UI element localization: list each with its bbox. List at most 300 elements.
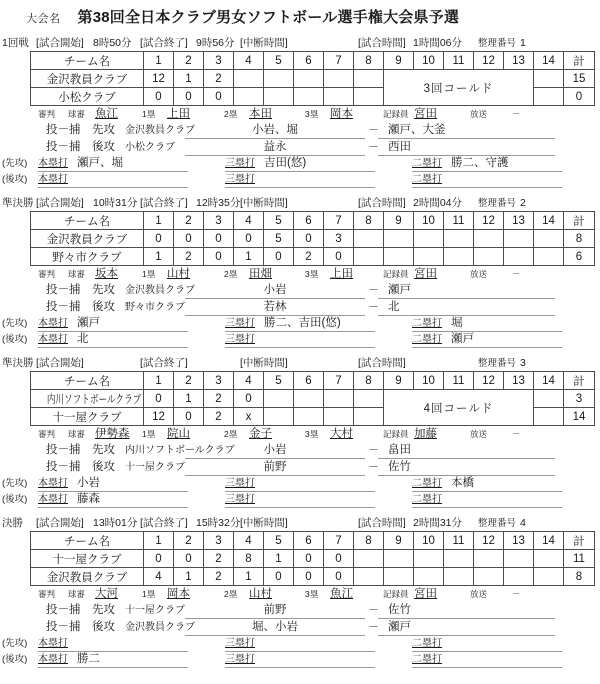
double-group-label: 二塁打 [412,478,442,489]
inning-score-cell: 0 [294,550,324,568]
inning-score-cell: 3 [324,230,354,248]
base1-label: 1塁 [142,269,156,279]
inning-score-cell: 1 [174,568,204,586]
inning-score-cell [324,390,354,408]
catcher-field: 北 [378,299,555,316]
battery-label: 投－捕 [46,284,81,296]
inning-score-cell: 0 [324,550,354,568]
inning-score-cell: 2 [204,70,234,88]
catcher-field: 佐竹 [378,459,555,476]
inning-score-cell: 0 [174,230,204,248]
inning-score-cell: 1 [234,568,264,586]
break-time-label: [中断時間] [240,197,288,209]
scorer-name: 宮田 [414,108,437,120]
inning-score-cell: 1 [264,550,294,568]
catcher-field: 瀬戸 [378,619,555,636]
inning-score-cell [264,70,294,88]
battery-dash: － [368,604,379,616]
break-time-label: [中断時間] [240,357,288,369]
total-header: 計 [564,372,595,390]
team-total-cell: 11 [564,550,595,568]
battery-dash: － [368,141,379,153]
base2-label: 2塁 [224,589,238,599]
inning-score-cell: 0 [204,248,234,266]
inning-header-2: 2 [174,52,204,70]
inning-score-cell [234,88,264,106]
team-name-text: 金沢教員クラブ [46,73,128,86]
base1-label: 1塁 [142,589,156,599]
inning-header-8: 8 [354,212,384,230]
scorer-name: 加藤 [414,428,437,440]
team-name-text: 十一屋クラブ [52,411,122,424]
umpire-label: 審判 [38,269,56,279]
team-total-cell: 14 [564,408,595,426]
double-group-label: 二塁打 [412,638,442,649]
inning-header-2: 2 [174,212,204,230]
game-block [0,196,600,348]
base2-label: 2塁 [224,269,238,279]
triple-group [225,476,375,492]
hits-side-label: (後攻) [2,654,28,665]
scorer-label: 記録員 [383,109,409,119]
pitcher-field: 若林 [185,299,365,316]
inning-score-cell: 0 [144,88,174,106]
inning-score-cell: 12 [144,408,174,426]
team-name-cell [31,568,144,586]
homerun-group [38,476,188,492]
round-label: 決勝 [2,517,23,529]
battery-row [0,139,600,156]
pitcher-field: 前野 [185,459,365,476]
end-time-value: 15時32分 [196,517,241,529]
inning-score-cell [474,550,504,568]
inning-header-12: 12 [474,372,504,390]
inning-score-cell [354,568,384,586]
score-table [30,51,595,106]
inning-score-cell [354,550,384,568]
triple-group [225,316,375,332]
triple-group [225,492,375,508]
entry-number-label: 整理番号 [478,198,517,209]
team-name-cell [31,390,144,408]
inning-header-1: 1 [144,212,174,230]
inning-header-1: 1 [144,372,174,390]
inning-header-14: 14 [534,372,564,390]
team-name-text: 金沢教員クラブ [46,233,128,246]
team-total-cell: 0 [564,88,595,106]
inning-header-9: 9 [384,52,414,70]
double-group [412,332,562,348]
batting-side-label: 先攻 [92,284,115,296]
team-name-text: 野々市クラブ [52,251,122,264]
triple-group-value: 吉田(悠) [264,157,307,169]
inning-header-3: 3 [204,372,234,390]
scorer-name: 宮田 [414,588,437,600]
homerun-group [38,172,188,188]
inning-score-cell [444,248,474,266]
inning-header-9: 9 [384,212,414,230]
battery-team-name: 十一屋クラブ [125,462,185,473]
double-group-label: 二塁打 [412,318,442,329]
duration-label: [試合時間] [358,197,406,209]
team-name-cell [31,88,144,106]
battery-label: 投－捕 [46,301,81,313]
battery-dash: － [368,444,379,456]
inning-score-cell [384,248,414,266]
inning-header-5: 5 [264,532,294,550]
battery-label: 投－捕 [46,124,81,136]
scorer-label: 記録員 [383,429,409,439]
team-total-cell: 3 [564,390,595,408]
entry-number-label: 整理番号 [478,358,517,369]
batting-side-label: 後攻 [92,621,115,633]
base1-umpire-name: 院山 [167,428,190,440]
inning-header-13: 13 [504,372,534,390]
inning-header-1: 1 [144,532,174,550]
homerun-group-label: 本塁打 [38,174,68,185]
inning-header-5: 5 [264,372,294,390]
battery-dash: － [368,124,379,136]
homerun-group-label: 本塁打 [38,494,68,505]
inning-header-2: 2 [174,532,204,550]
triple-group-label: 三塁打 [225,318,255,329]
battery-row [0,122,600,139]
hits-row [0,492,600,508]
inning-header-4: 4 [234,532,264,550]
triple-group [225,156,375,172]
inning-score-cell: 2 [204,550,234,568]
homerun-group-value: 小岩 [77,477,100,489]
game-meta-row [0,356,600,371]
page-title [0,0,600,36]
entry-number-value: 3 [520,357,526,369]
inning-score-cell: 0 [264,568,294,586]
pitcher-field: 前野 [185,602,365,619]
double-group [412,652,562,668]
inning-score-cell: 1 [234,248,264,266]
hits-row [0,156,600,172]
inning-header-5: 5 [264,52,294,70]
pitcher-field: 小岩 [185,442,365,459]
cold-game-note: 3回コールド [384,70,534,106]
inning-score-cell: 1 [144,248,174,266]
battery-label: 投－捕 [46,141,81,153]
base3-umpire-name: 岡本 [330,108,353,120]
pitcher-field: 小岩、堀 [185,122,365,139]
start-time-label: [試合開始] [36,517,84,529]
broadcast-label: 放送 [470,109,488,119]
inning-header-11: 11 [444,212,474,230]
hits-row [0,172,600,188]
inning-header-6: 6 [294,372,324,390]
plate-umpire-name: 魚江 [95,108,118,120]
double-group-value: 瀬戸 [451,333,474,345]
inning-score-cell: 0 [234,230,264,248]
homerun-group-value: 勝二 [77,653,100,665]
team-name-text: 金沢教員クラブ [46,571,128,584]
plate-umpire-name: 坂本 [95,268,118,280]
inning-header-6: 6 [294,532,324,550]
batting-side-label: 後攻 [92,301,115,313]
team-name-cell [31,70,144,88]
triple-group-label: 三塁打 [225,334,255,345]
games-container [0,36,600,668]
start-time-value: 10時31分 [93,197,138,209]
inning-score-cell: 0 [294,230,324,248]
officials-row [0,266,600,282]
team-total-cell: 15 [564,70,595,88]
team-name-cell [31,248,144,266]
inning-score-cell [384,568,414,586]
triple-group [225,652,375,668]
end-time-value: 12時35分 [196,197,241,209]
double-group-label: 二塁打 [412,174,442,185]
double-group-label: 二塁打 [412,494,442,505]
team-name-cell [31,550,144,568]
inning-score-cell: 0 [324,568,354,586]
inning-score-cell: 2 [174,248,204,266]
umpire-label: 審判 [38,589,56,599]
inning-header-4: 4 [234,52,264,70]
inning-header-10: 10 [414,372,444,390]
inning-score-cell [414,550,444,568]
inning-header-7: 7 [324,372,354,390]
inning-header-7: 7 [324,52,354,70]
batting-side-label: 後攻 [92,141,115,153]
battery-row [0,282,600,299]
triple-group-label: 三塁打 [225,654,255,665]
batting-side-label: 後攻 [92,461,115,473]
base2-umpire-name: 本田 [249,108,272,120]
inning-score-cell [534,88,564,106]
cold-game-note: 4回コールド [384,390,534,426]
double-group-label: 二塁打 [412,334,442,345]
duration-value: 2時間04分 [413,197,463,209]
inning-score-cell [264,390,294,408]
end-time-label: [試合終了] [140,517,188,529]
double-group [412,316,562,332]
inning-header-9: 9 [384,532,414,550]
inning-score-cell: 1 [174,390,204,408]
inning-score-cell [534,408,564,426]
battery-row [0,442,600,459]
inning-header-6: 6 [294,52,324,70]
base2-umpire-name: 山村 [249,588,272,600]
duration-value: 1時間06分 [413,37,463,49]
total-header: 計 [564,52,595,70]
triple-group [225,636,375,652]
inning-header-10: 10 [414,212,444,230]
base3-umpire-name: 上田 [330,268,353,280]
inning-score-cell: 8 [234,550,264,568]
inning-score-cell [264,408,294,426]
team-score-row [31,70,595,88]
inning-score-cell [384,550,414,568]
round-label: 準決勝 [2,357,34,369]
homerun-group [38,156,188,172]
entry-number-value: 4 [520,517,526,529]
battery-dash: － [368,301,379,313]
inning-header-13: 13 [504,52,534,70]
team-name-header: チーム名 [31,372,144,390]
inning-score-cell [354,408,384,426]
homerun-group [38,332,188,348]
inning-header-12: 12 [474,532,504,550]
inning-score-cell [534,390,564,408]
scorer-label: 記録員 [383,269,409,279]
inning-header-9: 9 [384,372,414,390]
double-group-value: 堀 [451,317,463,329]
team-total-cell: 8 [564,568,595,586]
inning-score-cell [294,70,324,88]
homerun-group-value: 瀬戸 [77,317,100,329]
plate-umpire-label: 球審 [68,589,86,599]
team-total-cell: 6 [564,248,595,266]
battery-dash: － [368,621,379,633]
inning-score-cell [264,88,294,106]
broadcast-value: － [512,429,521,439]
game-block [0,356,600,508]
officials-row [0,106,600,122]
inning-score-cell [324,70,354,88]
inning-score-cell: x [234,408,264,426]
broadcast-value: － [512,589,521,599]
inning-score-cell: 4 [144,568,174,586]
total-header: 計 [564,212,595,230]
double-group-label: 二塁打 [412,158,442,169]
battery-team-name: 野々市クラブ [125,302,185,313]
homerun-group-value: 瀬戸、堀 [77,157,123,169]
game-meta-row [0,516,600,531]
game-block [0,516,600,668]
batting-side-label: 先攻 [92,444,115,456]
hits-side-label: (後攻) [2,334,28,345]
base3-umpire-name: 大村 [330,428,353,440]
entry-number-label: 整理番号 [478,518,517,529]
inning-score-cell [414,248,444,266]
inning-score-cell [354,390,384,408]
homerun-group-value: 藤森 [77,493,100,505]
inning-score-cell [294,390,324,408]
inning-header-11: 11 [444,52,474,70]
triple-group-label: 三塁打 [225,494,255,505]
score-table [30,371,595,426]
inning-header-10: 10 [414,532,444,550]
inning-header-4: 4 [234,212,264,230]
broadcast-label: 放送 [470,589,488,599]
triple-group-label: 三塁打 [225,478,255,489]
inning-score-cell [324,88,354,106]
base3-label: 3塁 [305,589,319,599]
inning-score-cell: 0 [174,408,204,426]
triple-group-value: 勝二、吉田(悠) [264,317,341,329]
double-group [412,156,562,172]
battery-row [0,299,600,316]
base3-umpire-name: 魚江 [330,588,353,600]
officials-row [0,426,600,442]
inning-score-cell: 2 [204,568,234,586]
inning-score-cell: 0 [144,550,174,568]
inning-score-cell: 2 [204,408,234,426]
inning-header-5: 5 [264,212,294,230]
double-group [412,172,562,188]
inning-header-8: 8 [354,372,384,390]
pitcher-field: 小岩 [185,282,365,299]
inning-header-10: 10 [414,52,444,70]
break-time-label: [中断時間] [240,37,288,49]
inning-header-7: 7 [324,532,354,550]
battery-team-name: 小松クラブ [125,142,175,153]
inning-score-cell [534,550,564,568]
inning-score-cell [534,248,564,266]
base1-umpire-name: 上田 [167,108,190,120]
score-header-row [31,52,595,70]
battery-row [0,602,600,619]
inning-score-cell [414,230,444,248]
inning-score-cell [474,568,504,586]
inning-score-cell [354,230,384,248]
catcher-field: 瀬戸 [378,282,555,299]
triple-group-label: 三塁打 [225,638,255,649]
inning-header-3: 3 [204,52,234,70]
battery-label: 投－捕 [46,444,81,456]
inning-score-cell: 5 [264,230,294,248]
battery-row [0,459,600,476]
catcher-field: 西田 [378,139,555,156]
base2-label: 2塁 [224,429,238,439]
inning-score-cell [534,568,564,586]
homerun-group [38,492,188,508]
inning-header-4: 4 [234,372,264,390]
team-total-cell: 8 [564,230,595,248]
battery-team-name: 金沢教員クラブ [125,125,195,136]
pitcher-field: 堀、小岩 [185,619,365,636]
hits-row [0,636,600,652]
score-header-row [31,372,595,390]
tournament-name-label: 大会名 [26,13,61,25]
team-score-row [31,390,595,408]
inning-score-cell: 0 [324,248,354,266]
hits-side-label: (後攻) [2,174,28,185]
inning-score-cell: 1 [174,70,204,88]
inning-score-cell [474,230,504,248]
base1-label: 1塁 [142,109,156,119]
duration-value: 2時間31分 [413,517,463,529]
inning-score-cell: 0 [294,568,324,586]
hits-side-label: (先攻) [2,318,28,329]
catcher-field: 瀬戸、大釜 [378,122,555,139]
team-name-header: チーム名 [31,212,144,230]
broadcast-label: 放送 [470,269,488,279]
plate-umpire-name: 大河 [95,588,118,600]
inning-score-cell [504,550,534,568]
inning-header-6: 6 [294,212,324,230]
homerun-group [38,652,188,668]
double-group [412,492,562,508]
duration-label: [試合時間] [358,517,406,529]
score-header-row [31,532,595,550]
umpire-label: 審判 [38,109,56,119]
inning-score-cell [414,568,444,586]
homerun-group-label: 本塁打 [38,158,68,169]
end-time-label: [試合終了] [140,357,188,369]
score-table [30,531,595,586]
inning-header-8: 8 [354,532,384,550]
base2-umpire-name: 金子 [249,428,272,440]
inning-score-cell [444,230,474,248]
team-score-row [31,568,595,586]
homerun-group-label: 本塁打 [38,654,68,665]
